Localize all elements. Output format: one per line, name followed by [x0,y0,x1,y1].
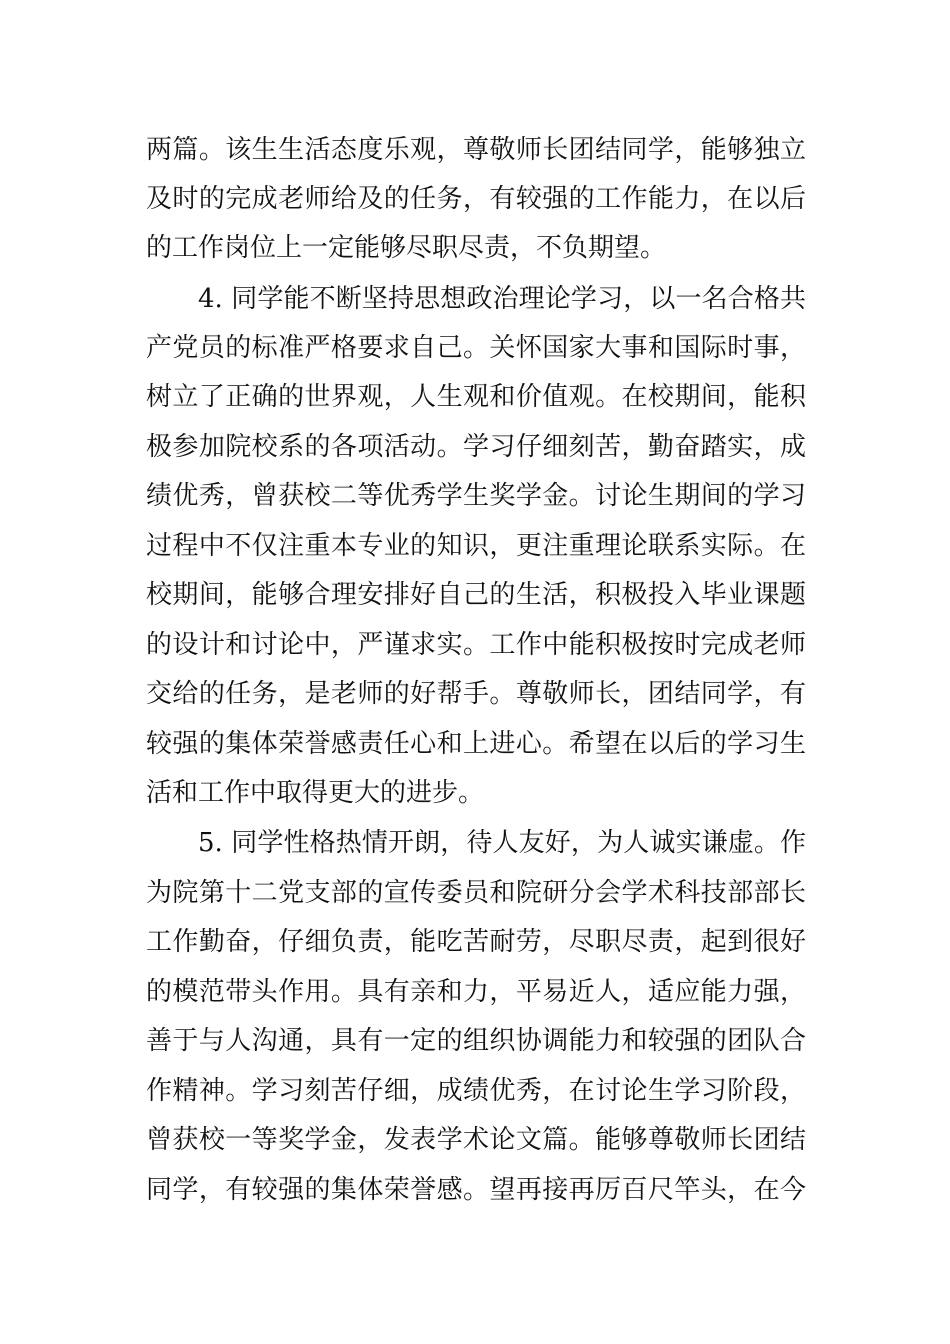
text-line-22: 同学，有较强的集体荣誉感。望再接再厉百尺竿头，在今 [146,1175,806,1205]
text-line-7: 极参加院校系的各项活动。学习仔细刻苦，勤奋踏实，成 [146,432,806,462]
text-line-21: 曾获校一等奖学金，发表学术论文篇。能够尊敬师长团结 [146,1125,806,1155]
paragraph-4-line-1: 4. 同学能不断坚持思想政治理论学习，以一名合格共 [198,284,806,314]
text-line-18: 的模范带头作用。具有亲和力，平易近人，适应能力强， [146,977,806,1007]
paragraph-5-line-1: 5. 同学性格热情开朗，待人友好，为人诚实谦虚。作 [198,828,806,858]
text-line-12: 交给的任务，是老师的好帮手。尊敬师长，团结同学，有 [146,679,806,709]
text-line-6: 树立了正确的世界观，人生观和价值观。在校期间，能积 [146,382,806,412]
text-line-13: 较强的集体荣誉感责任心和上进心。希望在以后的学习生 [146,729,806,759]
text-line-5: 产党员的标准严格要求自己。关怀国家大事和国际时事， [146,333,806,363]
text-line-17: 工作勤奋，仔细负责，能吃苦耐劳，尽职尽责，起到很好 [146,927,806,957]
text-line-20: 作精神。学习刻苦仔细，成绩优秀，在讨论生学习阶段， [146,1076,806,1106]
text-line-2: 及时的完成老师给及的任务，有较强的工作能力，在以后 [146,184,806,214]
text-line-16: 为院第十二党支部的宣传委员和院研分会学术科技部部长 [146,878,806,908]
text-line-11: 的设计和讨论中，严谨求实。工作中能积极按时完成老师 [146,630,806,660]
text-line-10: 校期间，能够合理安排好自己的生活，积极投入毕业课题 [146,580,806,610]
text-line-14: 活和工作中取得更大的进步。 [146,778,485,808]
text-line-9: 过程中不仅注重本专业的知识，更注重理论联系实际。在 [146,531,806,561]
text-line-3: 的工作岗位上一定能够尽职尽责，不负期望。 [146,233,667,263]
text-line-19: 善于与人沟通，具有一定的组织协调能力和较强的团队合 [146,1026,806,1056]
text-line-1: 两篇。该生生活态度乐观，尊敬师长团结同学，能够独立 [146,135,806,165]
text-line-8: 绩优秀，曾获校二等优秀学生奖学金。讨论生期间的学习 [146,481,806,511]
